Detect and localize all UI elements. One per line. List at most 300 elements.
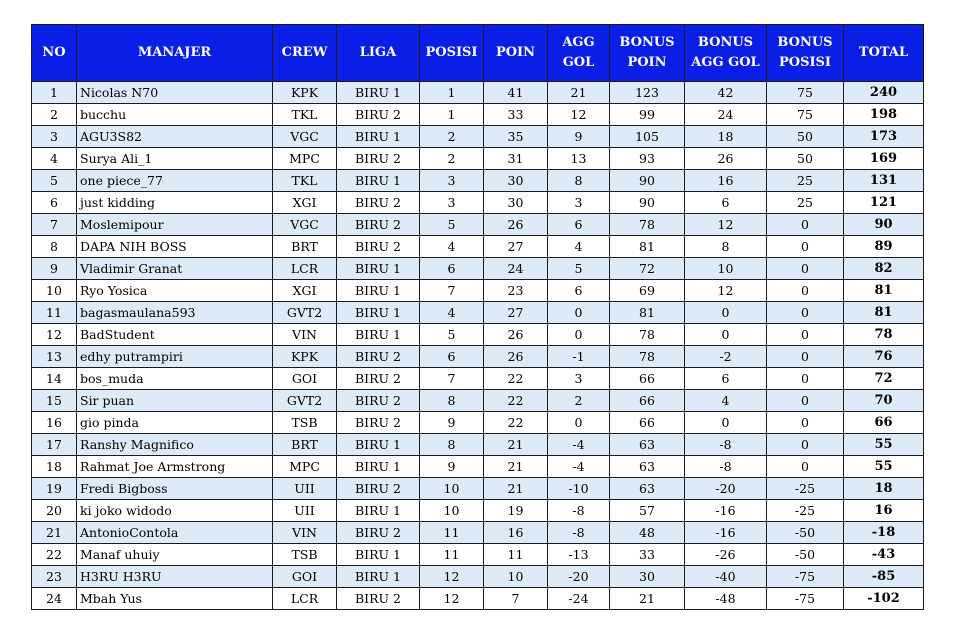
cell-posisi: 1 [420,82,484,104]
cell-agg-gol: 3 [548,192,610,214]
cell-crew: MPC [273,148,337,170]
cell-agg-gol: 21 [548,82,610,104]
cell-posisi: 5 [420,324,484,346]
cell-no: 21 [32,522,77,544]
cell-bonus-agg-gol: 0 [685,302,767,324]
cell-bonus-agg-gol: 4 [685,390,767,412]
cell-total: 169 [844,148,924,170]
cell-posisi: 3 [420,170,484,192]
cell-liga: BIRU 2 [337,104,420,126]
cell-no: 14 [32,368,77,390]
cell-bonus-agg-gol: -20 [685,478,767,500]
cell-manajer: Surya Ali_1 [77,148,273,170]
header-bonus-posisi: BONUS POSISI [767,25,844,82]
cell-manajer: gio pinda [77,412,273,434]
cell-agg-gol: 0 [548,324,610,346]
cell-agg-gol: 3 [548,368,610,390]
cell-poin: 21 [484,478,548,500]
table-row [32,104,924,126]
cell-bonus-agg-gol: 24 [685,104,767,126]
table-row [32,324,924,346]
cell-manajer: Vladimir Granat [77,258,273,280]
cell-no: 24 [32,588,77,610]
cell-crew: TSB [273,412,337,434]
cell-agg-gol: -13 [548,544,610,566]
cell-manajer: ki joko widodo [77,500,273,522]
cell-liga: BIRU 1 [337,456,420,478]
table-row [32,566,924,588]
cell-bonus-posisi: -75 [767,566,844,588]
cell-bonus-posisi: 25 [767,192,844,214]
cell-crew: BRT [273,434,337,456]
cell-no: 16 [32,412,77,434]
cell-agg-gol: -24 [548,588,610,610]
cell-poin: 22 [484,368,548,390]
cell-bonus-posisi: 0 [767,258,844,280]
cell-no: 2 [32,104,77,126]
cell-agg-gol: 12 [548,104,610,126]
cell-no: 15 [32,390,77,412]
cell-poin: 22 [484,390,548,412]
cell-liga: BIRU 2 [337,346,420,368]
cell-agg-gol: 0 [548,302,610,324]
cell-liga: BIRU 1 [337,126,420,148]
cell-total: -85 [844,566,924,588]
cell-bonus-poin: 63 [610,478,685,500]
cell-crew: LCR [273,588,337,610]
cell-bonus-agg-gol: -48 [685,588,767,610]
cell-bonus-agg-gol: -16 [685,500,767,522]
cell-liga: BIRU 1 [337,280,420,302]
cell-bonus-poin: 90 [610,192,685,214]
cell-poin: 30 [484,192,548,214]
cell-no: 3 [32,126,77,148]
cell-manajer: Rahmat Joe Armstrong [77,456,273,478]
cell-bonus-posisi: 0 [767,434,844,456]
cell-agg-gol: 13 [548,148,610,170]
cell-total: 90 [844,214,924,236]
cell-liga: BIRU 2 [337,390,420,412]
cell-bonus-agg-gol: 6 [685,192,767,214]
cell-bonus-poin: 72 [610,258,685,280]
cell-manajer: bagasmaulana593 [77,302,273,324]
cell-crew: KPK [273,346,337,368]
cell-crew: GOI [273,566,337,588]
cell-crew: UII [273,500,337,522]
cell-poin: 11 [484,544,548,566]
cell-crew: VGC [273,214,337,236]
table-row [32,588,924,610]
cell-bonus-posisi: -75 [767,588,844,610]
cell-agg-gol: -8 [548,522,610,544]
cell-bonus-poin: 69 [610,280,685,302]
header-bonus-poin: BONUS POIN [610,25,685,82]
cell-bonus-poin: 105 [610,126,685,148]
cell-total: -102 [844,588,924,610]
cell-bonus-posisi: 25 [767,170,844,192]
cell-crew: BRT [273,236,337,258]
cell-agg-gol: -4 [548,434,610,456]
cell-liga: BIRU 2 [337,588,420,610]
cell-bonus-poin: 99 [610,104,685,126]
cell-bonus-agg-gol: -26 [685,544,767,566]
cell-poin: 33 [484,104,548,126]
cell-no: 18 [32,456,77,478]
cell-bonus-agg-gol: 8 [685,236,767,258]
cell-total: 55 [844,434,924,456]
cell-liga: BIRU 1 [337,258,420,280]
cell-posisi: 11 [420,522,484,544]
cell-no: 4 [32,148,77,170]
cell-poin: 23 [484,280,548,302]
cell-manajer: bos_muda [77,368,273,390]
cell-crew: VIN [273,522,337,544]
cell-posisi: 8 [420,390,484,412]
cell-total: 89 [844,236,924,258]
table-row [32,302,924,324]
cell-posisi: 10 [420,478,484,500]
cell-bonus-agg-gol: 18 [685,126,767,148]
cell-manajer: just kidding [77,192,273,214]
cell-no: 20 [32,500,77,522]
cell-total: 16 [844,500,924,522]
cell-posisi: 9 [420,412,484,434]
cell-manajer: H3RU H3RU [77,566,273,588]
cell-no: 22 [32,544,77,566]
cell-poin: 26 [484,324,548,346]
cell-bonus-poin: 63 [610,434,685,456]
cell-poin: 26 [484,214,548,236]
cell-bonus-posisi: 0 [767,236,844,258]
cell-liga: BIRU 2 [337,368,420,390]
cell-posisi: 2 [420,148,484,170]
cell-no: 9 [32,258,77,280]
cell-bonus-agg-gol: 12 [685,280,767,302]
cell-posisi: 9 [420,456,484,478]
cell-agg-gol: -4 [548,456,610,478]
cell-poin: 16 [484,522,548,544]
cell-no: 19 [32,478,77,500]
table-row [32,390,924,412]
cell-poin: 41 [484,82,548,104]
cell-bonus-poin: 57 [610,500,685,522]
cell-poin: 30 [484,170,548,192]
cell-bonus-poin: 123 [610,82,685,104]
table-row [32,280,924,302]
header-bonus-agg-gol: BONUS AGG GOL [685,25,767,82]
cell-posisi: 4 [420,236,484,258]
cell-bonus-agg-gol: 12 [685,214,767,236]
table-body [32,82,924,610]
cell-no: 11 [32,302,77,324]
cell-bonus-posisi: -25 [767,478,844,500]
cell-liga: BIRU 2 [337,214,420,236]
table-row [32,522,924,544]
cell-crew: GOI [273,368,337,390]
cell-total: 82 [844,258,924,280]
cell-manajer: Manaf uhuiy [77,544,273,566]
cell-bonus-posisi: 75 [767,82,844,104]
cell-liga: BIRU 1 [337,500,420,522]
cell-bonus-agg-gol: -2 [685,346,767,368]
cell-bonus-poin: 21 [610,588,685,610]
cell-no: 8 [32,236,77,258]
cell-total: 70 [844,390,924,412]
cell-manajer: edhy putrampiri [77,346,273,368]
cell-liga: BIRU 1 [337,324,420,346]
table-row [32,214,924,236]
cell-crew: TSB [273,544,337,566]
cell-posisi: 12 [420,588,484,610]
cell-posisi: 4 [420,302,484,324]
cell-total: 81 [844,302,924,324]
table-row [32,236,924,258]
cell-bonus-agg-gol: 16 [685,170,767,192]
cell-agg-gol: 5 [548,258,610,280]
cell-manajer: Ranshy Magnifico [77,434,273,456]
table-row [32,192,924,214]
cell-liga: BIRU 2 [337,192,420,214]
cell-bonus-posisi: 0 [767,390,844,412]
cell-poin: 26 [484,346,548,368]
cell-crew: VIN [273,324,337,346]
table-row [32,434,924,456]
cell-poin: 19 [484,500,548,522]
cell-liga: BIRU 1 [337,82,420,104]
cell-poin: 31 [484,148,548,170]
cell-bonus-posisi: 0 [767,280,844,302]
cell-total: 81 [844,280,924,302]
cell-agg-gol: -20 [548,566,610,588]
table-row [32,126,924,148]
cell-crew: XGI [273,192,337,214]
cell-liga: BIRU 2 [337,236,420,258]
cell-crew: VGC [273,126,337,148]
cell-liga: BIRU 1 [337,566,420,588]
cell-posisi: 3 [420,192,484,214]
cell-agg-gol: 0 [548,412,610,434]
cell-no: 13 [32,346,77,368]
cell-total: 76 [844,346,924,368]
cell-agg-gol: 2 [548,390,610,412]
cell-total: 240 [844,82,924,104]
cell-posisi: 7 [420,368,484,390]
cell-bonus-posisi: 0 [767,214,844,236]
table-row [32,412,924,434]
cell-total: 72 [844,368,924,390]
cell-bonus-agg-gol: -8 [685,456,767,478]
cell-total: -43 [844,544,924,566]
cell-bonus-poin: 81 [610,236,685,258]
cell-poin: 27 [484,302,548,324]
cell-liga: BIRU 2 [337,522,420,544]
table-row [32,148,924,170]
cell-poin: 21 [484,456,548,478]
cell-manajer: one piece_77 [77,170,273,192]
table-row [32,170,924,192]
cell-agg-gol: 9 [548,126,610,148]
cell-posisi: 12 [420,566,484,588]
header-posisi: POSISI [420,25,484,82]
cell-bonus-posisi: 75 [767,104,844,126]
cell-total: 131 [844,170,924,192]
cell-total: 121 [844,192,924,214]
cell-crew: TKL [273,170,337,192]
cell-liga: BIRU 2 [337,412,420,434]
cell-crew: TKL [273,104,337,126]
header-crew: CREW [273,25,337,82]
cell-crew: MPC [273,456,337,478]
table-row [32,258,924,280]
cell-agg-gol: -10 [548,478,610,500]
cell-posisi: 6 [420,258,484,280]
cell-crew: GVT2 [273,302,337,324]
cell-bonus-poin: 78 [610,346,685,368]
cell-liga: BIRU 2 [337,148,420,170]
cell-manajer: bucchu [77,104,273,126]
cell-bonus-agg-gol: -16 [685,522,767,544]
header-total: TOTAL [844,25,924,82]
cell-bonus-poin: 30 [610,566,685,588]
cell-poin: 24 [484,258,548,280]
cell-posisi: 2 [420,126,484,148]
cell-no: 1 [32,82,77,104]
cell-agg-gol: 6 [548,280,610,302]
cell-bonus-poin: 78 [610,214,685,236]
cell-total: 18 [844,478,924,500]
cell-bonus-posisi: 0 [767,456,844,478]
cell-bonus-posisi: -50 [767,544,844,566]
cell-bonus-poin: 48 [610,522,685,544]
cell-agg-gol: 8 [548,170,610,192]
cell-bonus-poin: 33 [610,544,685,566]
cell-poin: 21 [484,434,548,456]
cell-no: 5 [32,170,77,192]
cell-liga: BIRU 1 [337,544,420,566]
cell-liga: BIRU 1 [337,302,420,324]
cell-bonus-posisi: 0 [767,324,844,346]
cell-liga: BIRU 1 [337,170,420,192]
cell-bonus-poin: 81 [610,302,685,324]
cell-total: -18 [844,522,924,544]
cell-manajer: AntonioContola [77,522,273,544]
cell-crew: UII [273,478,337,500]
cell-posisi: 6 [420,346,484,368]
cell-manajer: AGU3S82 [77,126,273,148]
cell-no: 10 [32,280,77,302]
table-row [32,346,924,368]
cell-poin: 27 [484,236,548,258]
cell-bonus-poin: 66 [610,390,685,412]
cell-bonus-posisi: -50 [767,522,844,544]
cell-manajer: Mbah Yus [77,588,273,610]
table-header [32,25,924,82]
cell-bonus-poin: 66 [610,412,685,434]
table-row [32,368,924,390]
cell-bonus-posisi: 0 [767,346,844,368]
cell-no: 23 [32,566,77,588]
header-no: NO [32,25,77,82]
cell-crew: LCR [273,258,337,280]
header-row [32,25,924,82]
table-row [32,500,924,522]
cell-manajer: Moslemipour [77,214,273,236]
cell-bonus-agg-gol: -8 [685,434,767,456]
cell-bonus-agg-gol: 10 [685,258,767,280]
cell-bonus-agg-gol: 42 [685,82,767,104]
cell-crew: XGI [273,280,337,302]
cell-bonus-posisi: 50 [767,126,844,148]
cell-no: 12 [32,324,77,346]
cell-bonus-posisi: 0 [767,302,844,324]
cell-posisi: 11 [420,544,484,566]
table-row [32,456,924,478]
header-agg-gol: AGG GOL [548,25,610,82]
cell-bonus-poin: 78 [610,324,685,346]
cell-no: 17 [32,434,77,456]
cell-bonus-agg-gol: -40 [685,566,767,588]
cell-bonus-posisi: 0 [767,412,844,434]
table-row [32,478,924,500]
cell-bonus-poin: 66 [610,368,685,390]
cell-poin: 22 [484,412,548,434]
cell-bonus-posisi: 50 [767,148,844,170]
cell-agg-gol: 6 [548,214,610,236]
cell-posisi: 5 [420,214,484,236]
cell-liga: BIRU 2 [337,478,420,500]
cell-poin: 10 [484,566,548,588]
cell-poin: 35 [484,126,548,148]
cell-posisi: 10 [420,500,484,522]
standings-table [31,24,924,610]
table-row [32,82,924,104]
cell-posisi: 8 [420,434,484,456]
cell-manajer: Ryo Yosica [77,280,273,302]
cell-bonus-agg-gol: 0 [685,412,767,434]
cell-bonus-posisi: -25 [767,500,844,522]
cell-bonus-poin: 63 [610,456,685,478]
cell-bonus-poin: 90 [610,170,685,192]
cell-no: 6 [32,192,77,214]
cell-total: 173 [844,126,924,148]
cell-posisi: 7 [420,280,484,302]
header-manajer: MANAJER [77,25,273,82]
cell-posisi: 1 [420,104,484,126]
cell-bonus-posisi: 0 [767,368,844,390]
table-row [32,544,924,566]
cell-poin: 7 [484,588,548,610]
cell-manajer: DAPA NIH BOSS [77,236,273,258]
cell-manajer: BadStudent [77,324,273,346]
cell-crew: GVT2 [273,390,337,412]
cell-agg-gol: -1 [548,346,610,368]
cell-total: 198 [844,104,924,126]
cell-bonus-agg-gol: 6 [685,368,767,390]
cell-crew: KPK [273,82,337,104]
cell-bonus-agg-gol: 0 [685,324,767,346]
cell-manajer: Sir puan [77,390,273,412]
cell-manajer: Nicolas N70 [77,82,273,104]
cell-bonus-poin: 93 [610,148,685,170]
cell-manajer: Fredi Bigboss [77,478,273,500]
cell-liga: BIRU 1 [337,434,420,456]
cell-total: 78 [844,324,924,346]
cell-total: 55 [844,456,924,478]
cell-agg-gol: -8 [548,500,610,522]
cell-agg-gol: 4 [548,236,610,258]
header-liga: LIGA [337,25,420,82]
cell-bonus-agg-gol: 26 [685,148,767,170]
